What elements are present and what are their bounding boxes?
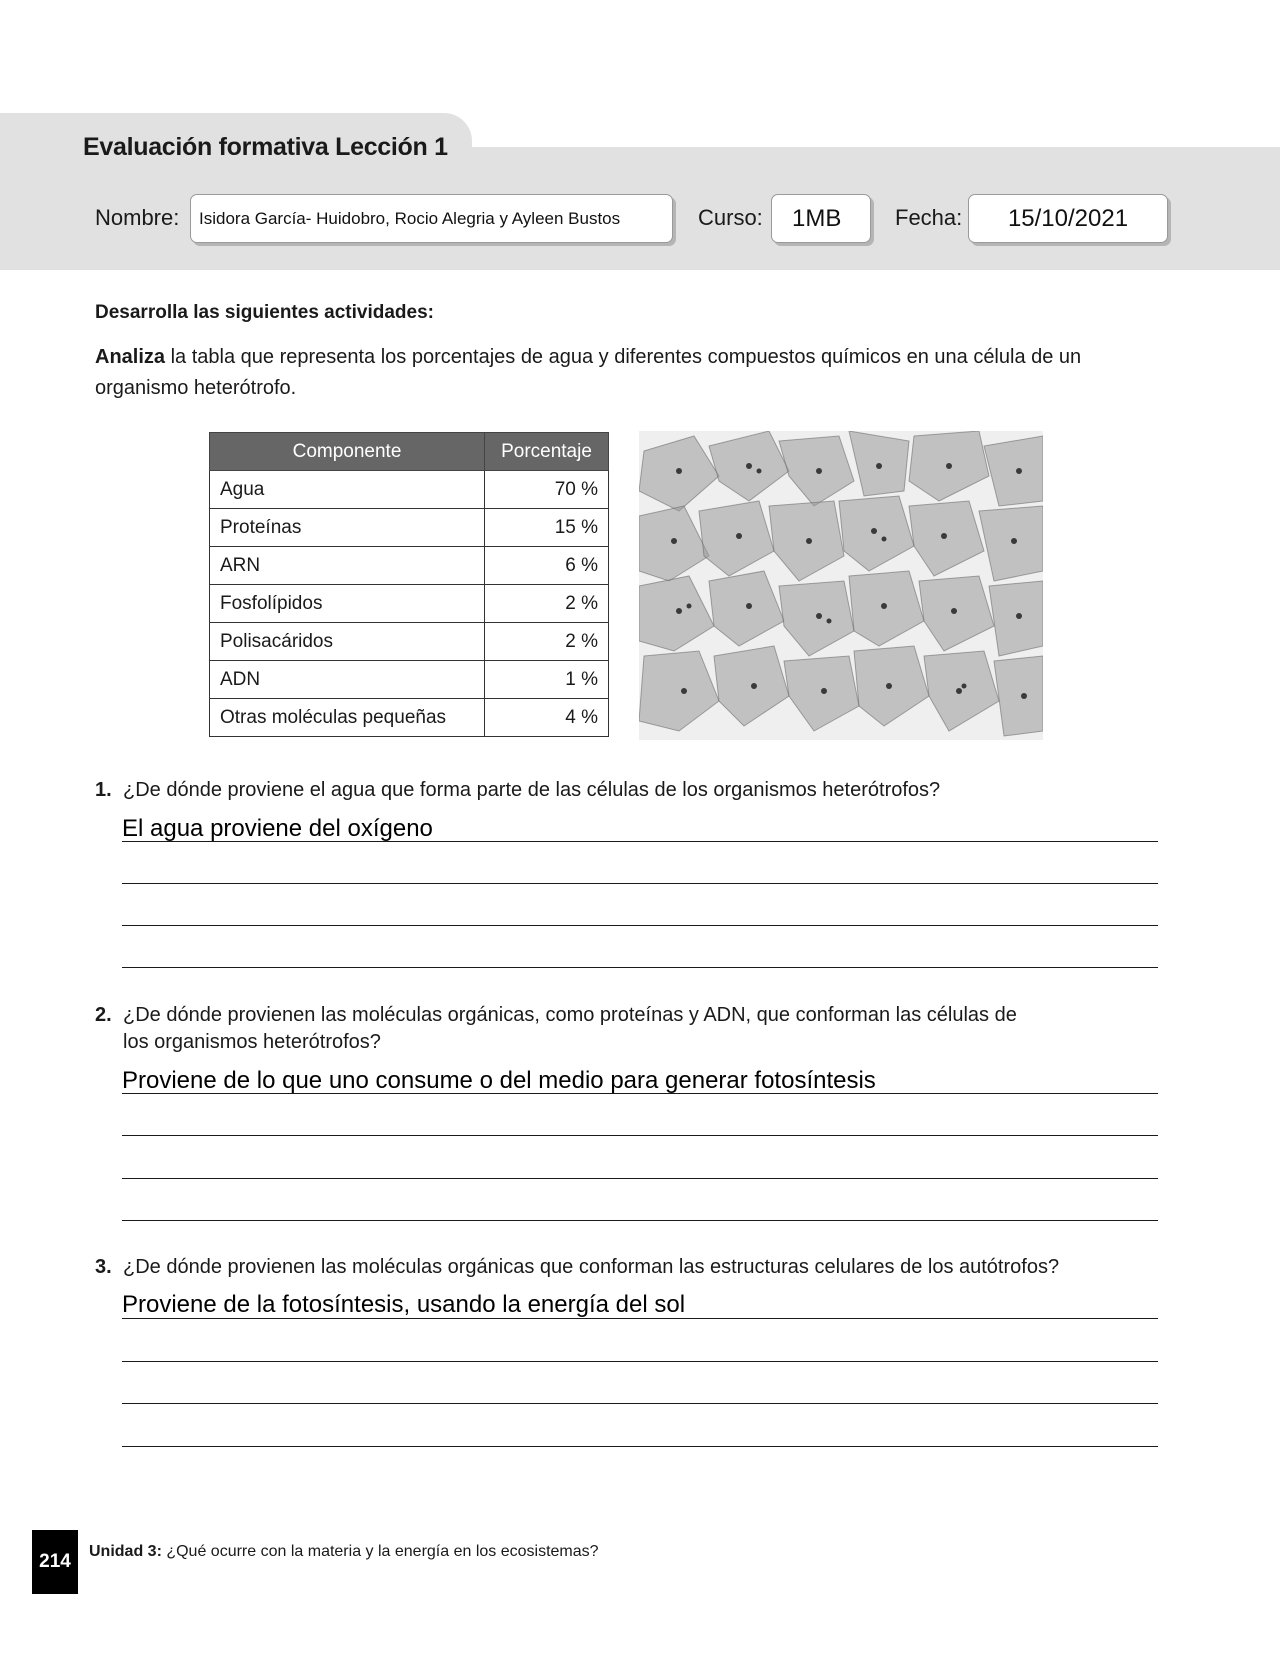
answer-line (122, 1135, 1158, 1136)
table-cell-percent: 6 % (485, 547, 609, 585)
table-cell-component: Proteínas (210, 509, 485, 547)
table-cell-component: Fosfolípidos (210, 585, 485, 623)
curso-label: Curso: (698, 205, 763, 230)
page-title: Evaluación formativa Lección 1 (83, 133, 448, 161)
table-row (210, 699, 609, 737)
answer-line (122, 1220, 1158, 1221)
answer-line (122, 841, 1158, 842)
answer-line (122, 1318, 1158, 1319)
table-cell-component: ARN (210, 547, 485, 585)
answer-line (122, 967, 1158, 968)
cell-micrograph (639, 431, 1043, 740)
question-3 (95, 1254, 1155, 1281)
table-cell-component: Polisacáridos (210, 623, 485, 661)
composition-table (209, 432, 609, 737)
curso-field[interactable] (771, 194, 871, 243)
answer-line (122, 1093, 1158, 1094)
fecha-field[interactable] (968, 194, 1168, 243)
answer-line (122, 925, 1158, 926)
table-header-component: Componente (210, 433, 485, 471)
question-text: ¿De dónde provienen las moléculas orgánicas que conforman las estructuras celulares de los autótrofos? (123, 1256, 1060, 1278)
answer-line (122, 1446, 1158, 1447)
nombre-value: Isidora García- Huidobro, Rocio Alegria y Ayleen Bustos (199, 208, 621, 228)
question-2 (95, 1002, 1155, 1056)
table-row (210, 547, 609, 585)
intro-paragraph (95, 342, 1165, 404)
table-cell-component: Otras moléculas pequeñas (210, 699, 485, 737)
footer-unit (89, 1543, 599, 1561)
answer-line (122, 1178, 1158, 1179)
fecha-label: Fecha: (895, 205, 963, 230)
page-number: 214 (32, 1530, 78, 1594)
intro-bold: Analiza (95, 346, 166, 368)
table-cell-percent: 2 % (485, 623, 609, 661)
table-cell-percent: 1 % (485, 661, 609, 699)
table-cell-percent: 15 % (485, 509, 609, 547)
table-cell-percent: 70 % (485, 471, 609, 509)
table-header-percent: Porcentaje (485, 433, 609, 471)
question-text: ¿De dónde proviene el agua que forma parte de las células de los organismos heterótrofos? (123, 779, 941, 801)
curso-value: 1MB (792, 204, 842, 232)
question-number: 3. (95, 1256, 112, 1278)
answer-3[interactable]: Proviene de la fotosíntesis, usando la energía del sol (122, 1291, 686, 1318)
fecha-value: 15/10/2021 (1007, 204, 1129, 232)
table-header-row (210, 433, 609, 471)
intro-text: la tabla que representa los porcentajes de agua y diferentes compuestos químicos en una célula de un organismo heterótrofo. (95, 346, 1082, 399)
footer-unit-bold: Unidad 3: (89, 1543, 162, 1560)
table-row (210, 623, 609, 661)
answer-2[interactable]: Proviene de lo que uno consume o del medio para generar fotosíntesis (122, 1067, 876, 1094)
table-row (210, 585, 609, 623)
question-number: 1. (95, 779, 112, 801)
answer-1[interactable]: El agua proviene del oxígeno (122, 815, 433, 842)
question-text: ¿De dónde provienen las moléculas orgánicas, como proteínas y ADN, que conforman las células de los organismos heterótrofos? (123, 1004, 1017, 1053)
table-cell-component: Agua (210, 471, 485, 509)
table-row (210, 471, 609, 509)
footer-unit-text: ¿Qué ocurre con la materia y la energía en los ecosistemas? (161, 1543, 599, 1560)
answer-line (122, 883, 1158, 884)
question-1 (95, 777, 1155, 804)
question-number: 2. (95, 1004, 112, 1026)
table-cell-component: ADN (210, 661, 485, 699)
answer-line (122, 1361, 1158, 1362)
cell-micrograph-svg (639, 431, 1043, 740)
instructions-heading: Desarrolla las siguientes actividades: (95, 302, 434, 323)
table-cell-percent: 4 % (485, 699, 609, 737)
table-row (210, 661, 609, 699)
nombre-label: Nombre: (95, 205, 180, 230)
answer-line (122, 1403, 1158, 1404)
table-cell-percent: 2 % (485, 585, 609, 623)
nombre-field[interactable] (190, 194, 673, 243)
table-row (210, 509, 609, 547)
